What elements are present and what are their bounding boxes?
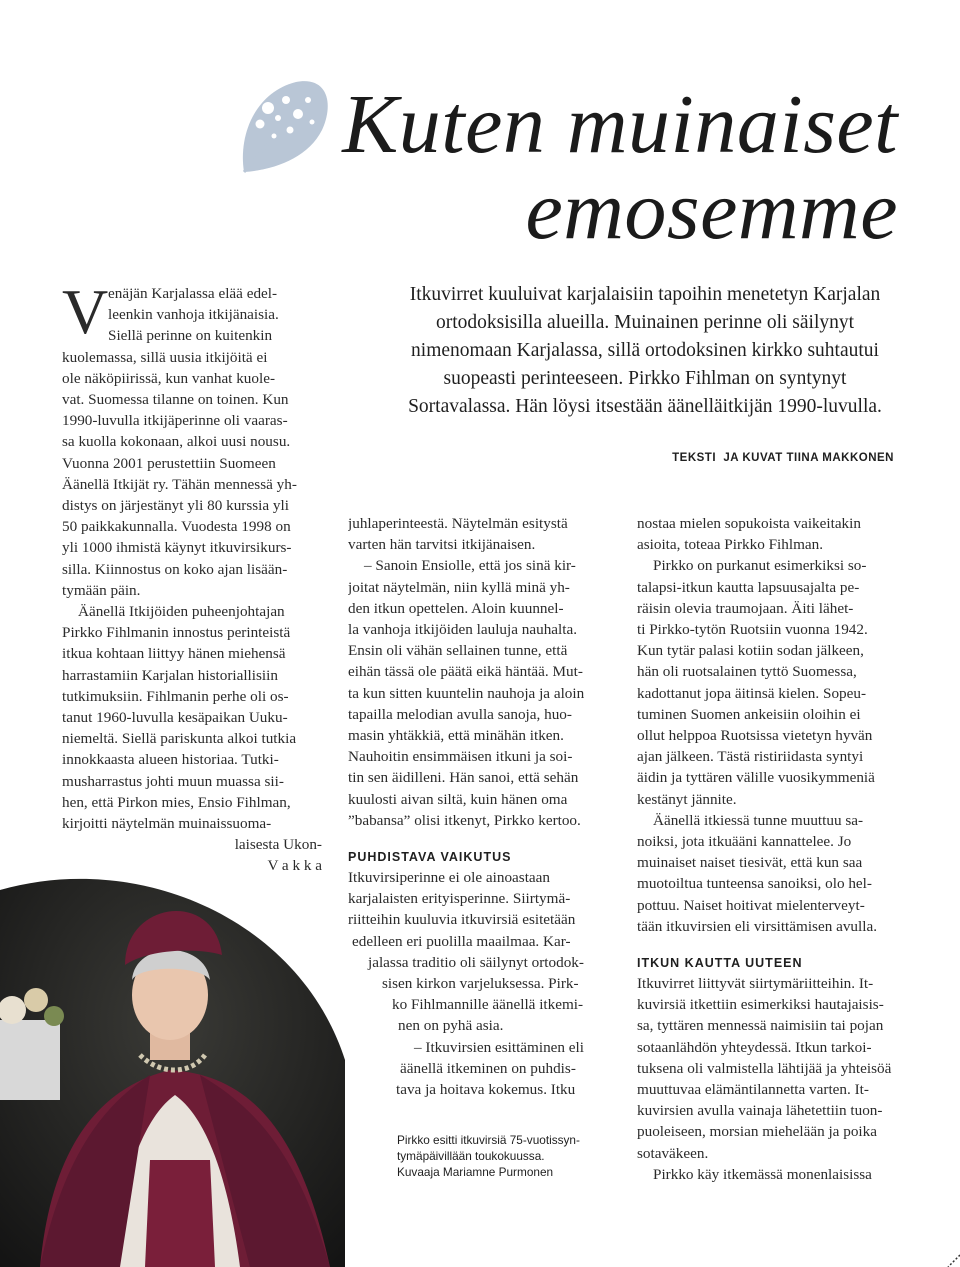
- text-line: Itkuvirret liittyvät siirtymäriitteihin. It-: [637, 975, 874, 993]
- text-line: laisesta Ukon-: [234, 836, 322, 854]
- text-line: räisin olevia traumojaan. Äiti lähet-: [637, 599, 854, 617]
- text-line: leenkin vanhoja itkijänaisia.: [108, 306, 279, 324]
- title-line-1: Kuten muinaiset: [342, 78, 898, 171]
- lead-paragraph: [380, 281, 910, 421]
- text-line: tanut 1960-luvulla kesäpaikan Uuku-: [62, 709, 288, 727]
- column-1: [62, 283, 322, 877]
- text-line: ollut helppoa Ruotsissa vietetyn hyvän: [637, 727, 873, 745]
- text-line: nostaa mielen sopukoista vaikeitakin: [637, 515, 861, 532]
- text-line: ta kun sitten kuuntelin nauhoja ja aloin: [348, 684, 585, 702]
- text-line: harrastamiin Karjalan historiallisiin: [62, 666, 278, 684]
- column-3: [637, 513, 899, 1185]
- text-line: niemeltä. Siellä pariskunta alkoi tutkia: [62, 730, 297, 748]
- text-line: – Sanoin Ensiolle, että jos sinä kir-: [364, 557, 576, 575]
- text-line: tin sen äidilleni. Hän sanoi, että sehän: [348, 769, 579, 787]
- text-line: sa, tyttären mennessä naimisiin tai pojan: [637, 1017, 884, 1035]
- text-line: tään itkuvirsien eli virsittämisen avulla.: [637, 917, 877, 935]
- text-line: puoleiseen, morsian miehelään ja poika: [637, 1123, 877, 1141]
- text-line: Nauhoitin ensimmäisen itkuni ja soi-: [348, 748, 573, 766]
- text-line: sotaanlähdön yhteydessä. Itkun tarkoi-: [637, 1038, 872, 1056]
- text-line: jalassa traditio oli säilynyt ortodok-: [368, 953, 584, 971]
- text-line: hen, että Pirkon mies, Ensio Fihlman,: [62, 793, 291, 811]
- title-line-2: emosemme: [525, 164, 898, 257]
- text-line: kestänyt jännite.: [637, 790, 737, 808]
- text-line: Äänellä Itkijöiden puheenjohtajan: [78, 603, 285, 621]
- text-line: talapsi-itkun kautta lapsuusajalta pe-: [637, 578, 860, 596]
- text-line: Pirkko käy itkemässä monenlaisissa: [653, 1165, 872, 1183]
- text-line: asioita, toteaa Pirkko Fihlman.: [637, 536, 824, 554]
- text-line: distys on järjestänyt yli 80 kurssia yli: [62, 497, 289, 515]
- text-line: noiksi, jota itkuääni kannattelee. Jo: [637, 833, 852, 851]
- text-line: sa kuolla kokonaan, alkoi uusi nousu.: [62, 433, 291, 451]
- text-line: tutkimuksiin. Fihlmanin perhe oli os-: [62, 687, 289, 705]
- lead-line: suopeasti perinteeseen. Pirkko Fihlman on syntynyt: [443, 368, 847, 389]
- text-line: innokkaasta alueen historiaa. Tutki-: [62, 751, 279, 769]
- drop-cap: V: [62, 276, 109, 347]
- text-line: Itkuvirsiperinne ei ole ainoastaan: [348, 869, 551, 887]
- text-line: tuminen Suomen ankeisiin oloihin ei: [637, 705, 861, 723]
- text-line: ole näköpiirissä, kun vanhat kuole-: [62, 369, 275, 387]
- lead-line: nimenomaan Karjalassa, sillä ortodoksinen kirkko suhtautui: [411, 340, 879, 361]
- lead-line: Itkuvirret kuuluivat karjalaisiin tapoihin menetetyn Karjalan: [409, 284, 881, 305]
- text-line: nen on pyhä asia.: [398, 1017, 504, 1035]
- text-line: silla. Kiinnostus on koko ajan lisään-: [62, 560, 288, 578]
- text-line: Siellä perinne on kuitenkin: [108, 327, 273, 345]
- text-line: juhlaperinteestä. Näytelmän esitystä: [348, 515, 568, 532]
- text-line: kuulosti aivan siltä, kuin hänen oma: [348, 790, 568, 808]
- text-line: varten hän tarvitsi itkijänaisen.: [348, 536, 536, 554]
- text-line: – Itkuvirsien esittäminen eli: [414, 1038, 584, 1056]
- crop-mark-icon: [920, 1227, 960, 1267]
- caption-line: tymäpäivillään toukokuussa.: [397, 1149, 545, 1163]
- text-line: Ensin oli vähän sellainen tunne, että: [348, 642, 568, 660]
- subheading: ITKUN KAUTTA UUTEEN: [637, 956, 803, 971]
- text-line: Pirkko Fihlmanin innostus perinteistä: [62, 624, 291, 642]
- text-line: masin yhtäkkiä, että minähän itken.: [348, 727, 564, 745]
- text-line: eihän tässä ole päätä eikä häntää. Mut-: [348, 663, 583, 681]
- text-line: kuvirsiä itkettiin esimerkiksi hautajaisis-: [637, 996, 884, 1014]
- text-line: pottuu. Naiset hoitivat mielenterveyt-: [637, 896, 865, 914]
- text-line: ”babansa” olisi itkenyt, Pirkko kertoo.: [348, 811, 581, 829]
- text-line: joitat näytelmän, niin kyllä minä yh-: [348, 578, 570, 596]
- text-line: muotoiltua tunteensa sanoiksi, olo hel-: [637, 875, 872, 893]
- column-2: [348, 513, 612, 1100]
- text-line: tuksena oli valmistella lähtijää ja yhteisöä: [637, 1059, 892, 1077]
- text-line: muinaiset naiset tiesivät, että kun saa: [637, 854, 863, 872]
- text-line: tava ja hoitava kokemus. Itku: [396, 1081, 576, 1099]
- text-line: la vanhoja itkijöiden lauluja nauhalta.: [348, 621, 578, 639]
- text-line: edelleen eri puolilla maailmaa. Kar-: [352, 932, 571, 950]
- text-line: Vuonna 2001 perustettiin Suomeen: [62, 454, 276, 472]
- text-line: kuolemassa, sillä uusia itkijöitä ei: [62, 348, 268, 366]
- text-line: itkua kohtaan liittyy hänen miehensä: [62, 645, 286, 663]
- text-line: den itkun opettelen. Aloin kuunnel-: [348, 599, 564, 617]
- text-line: Äänellä itkiessä tunne muuttuu sa-: [653, 811, 864, 829]
- text-line: muuttuvaa elämäntilannetta varten. It-: [637, 1081, 869, 1099]
- text-line: äidin ja tyttären välille vuosikymmeniä: [637, 769, 875, 787]
- text-line: Äänellä Itkijät ry. Tähän mennessä yh-: [62, 475, 297, 493]
- text-line: vat. Suomessa tilanne on toinen. Kun: [62, 391, 289, 409]
- text-line: ti Pirkko-tytön Ruotsiin vuonna 1942.: [637, 621, 868, 639]
- caption-line: Pirkko esitti itkuvirsiä 75-vuotissyn-: [397, 1133, 580, 1147]
- author-credit: TEKSTI JA KUVAT TIINA MAKKONEN: [672, 452, 894, 464]
- text-line: hän oli ruotsalainen tyttö Suomessa,: [637, 663, 857, 681]
- caption-line: Kuvaaja Mariamne Purmonen: [397, 1165, 554, 1179]
- text-line: Pirkko on purkanut esimerkiksi so-: [653, 557, 867, 575]
- text-line: sisen kirkon varjeluksessa. Pirk-: [382, 975, 579, 993]
- text-line: tapailla melodian avulla sanoja, huo-: [348, 705, 572, 723]
- text-line: karjalaisten erityisperinne. Siirtymä-: [348, 890, 571, 908]
- text-line: kirjoitti näytelmän muinaissuoma-: [62, 815, 272, 833]
- article-title: [342, 78, 898, 257]
- lead-line: ortodoksisilla alueilla. Muinainen perinne oli säilynyt: [435, 312, 855, 333]
- photo-caption: [397, 1132, 607, 1180]
- lead-line: Sortavalassa. Hän löysi itsestään äänelläitkijän 1990-luvulla.: [408, 396, 882, 417]
- text-line: musharrastus johti muun muassa sii-: [62, 772, 284, 790]
- decorative-leaf-icon: [238, 74, 338, 174]
- text-line: yli 1000 ihmistä käynyt itkuvirsikurs-: [62, 539, 292, 557]
- photo-pirkko-fihlman: [0, 860, 345, 1267]
- text-line: sotaväkeen.: [637, 1144, 709, 1162]
- text-line: V a k k a: [267, 857, 322, 875]
- text-line: riitteihin kuuluvia itkuvirsiä esitetään: [348, 911, 576, 929]
- text-line: kadottanut jopa äitinsä kielen. Sopeu-: [637, 684, 867, 702]
- subheading: PUHDISTAVA VAIKUTUS: [348, 850, 512, 865]
- text-line: tymään päin.: [62, 581, 141, 599]
- text-line: Kun tytär palasi kotiin sodan jälkeen,: [637, 642, 864, 660]
- text-line: 50 paikkakunnalla. Vuodesta 1998 on: [62, 518, 291, 536]
- text-line: ajan jälkeen. Tästä ristiriidasta syntyi: [637, 748, 864, 766]
- text-line: kuvirsien avulla vainaja lähetettiin tuon-: [637, 1102, 883, 1120]
- text-line: 1990-luvulla itkijäperinne oli vaaras-: [62, 412, 288, 430]
- text-line: äänellä itkeminen on puhdis-: [400, 1059, 576, 1077]
- text-line: enäjän Karjalassa elää edel-: [108, 285, 278, 302]
- text-line: ko Fihlmannille äänellä itkemi-: [392, 996, 584, 1014]
